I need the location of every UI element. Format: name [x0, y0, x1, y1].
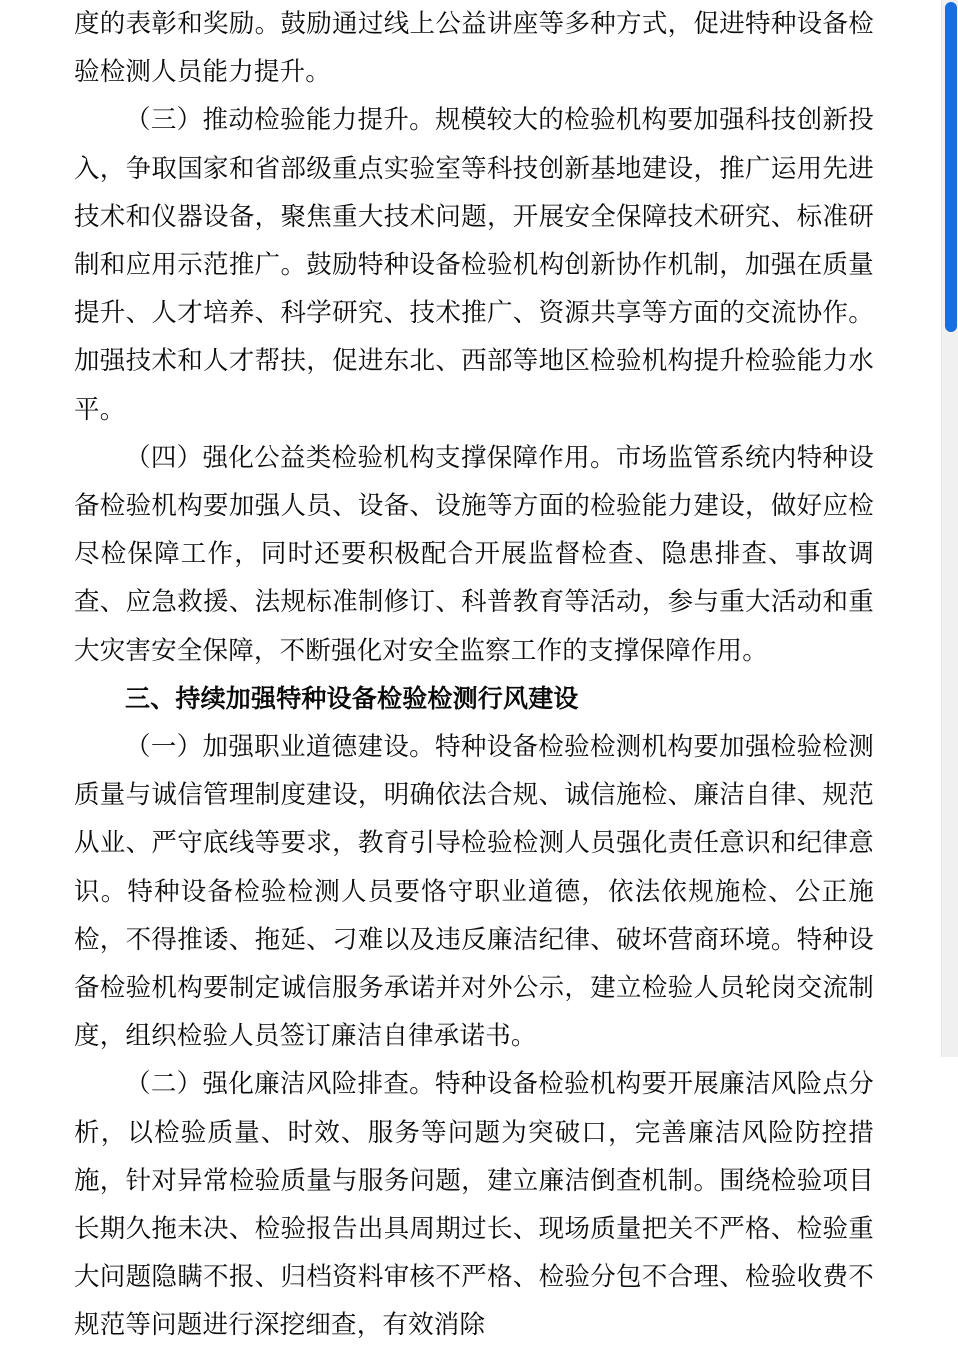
vertical-scrollbar[interactable] [941, 0, 958, 1057]
paragraph: （四）强化公益类检验机构支撑保障作用。市场监管系统内特种设备检验机构要加强人员、设备、设施等方面的检验能力建设，做好应检尽检保障工作，同时还要积极配合开展监督检查、隐患排查、事故调查、应急救援、法规标准制修订、科普教育等活动，参与重大活动和重大灾害安全保障，不断强化对安全监察工作的支撑保障作用。 [74, 442, 874, 665]
paragraph: （一）加强职业道德建设。特种设备检验检测机构要加强检验检测质量与诚信管理制度建设，明确依法合规、诚信施检、廉洁自律、规范从业、严守底线等要求，教育引导检验检测人员强化责任意识和纪律意识。特种设备检验检测人员要恪守职业道德，依法依规施检、公正施检，不得推诿、拖延、刁难以及违反廉洁纪律、破坏营商环境。特种设备检验机构要制定诚信服务承诺并对外公示，建立检验人员轮岗交流制度，组织检验人员签订廉洁自律承诺书。 [74, 732, 874, 1051]
section-heading: 三、持续加强特种设备检验检测行风建设 [125, 684, 579, 713]
scrollbar-thumb[interactable] [945, 2, 957, 332]
paragraph: （三）推动检验能力提升。规模较大的检验机构要加强科技创新投入，争取国家和省部级重点实验室等科技创新基地建设，推广运用先进技术和仪器设备，聚焦重大技术问题，开展安全保障技术研究、标准研制和应用示范推广。鼓励特种设备检验机构创新协作机制，加强在质量提升、人才培养、科学研究、技术推广、资源共享等方面的交流协作。加强技术和人才帮扶，促进东北、西部等地区检验机构提升检验能力水平。 [74, 105, 874, 424]
paragraph: （二）强化廉洁风险排查。特种设备检验机构要开展廉洁风险点分析，以检验质量、时效、服务等问题为突破口，完善廉洁风险防控措施，针对异常检验质量与服务问题，建立廉洁倒查机制。围绕检验项目长期久拖未决、检验报告出具周期过长、现场质量把关不严格、检验重大问题隐瞒不报、归档资料审核不严格、检验分包不合理、检验收费不规范等问题进行深挖细查，有效消除 [74, 1069, 874, 1340]
paragraph: 度的表彰和奖励。鼓励通过线上公益讲座等多种方式，促进特种设备检验检测人员能力提升。 [74, 9, 874, 87]
